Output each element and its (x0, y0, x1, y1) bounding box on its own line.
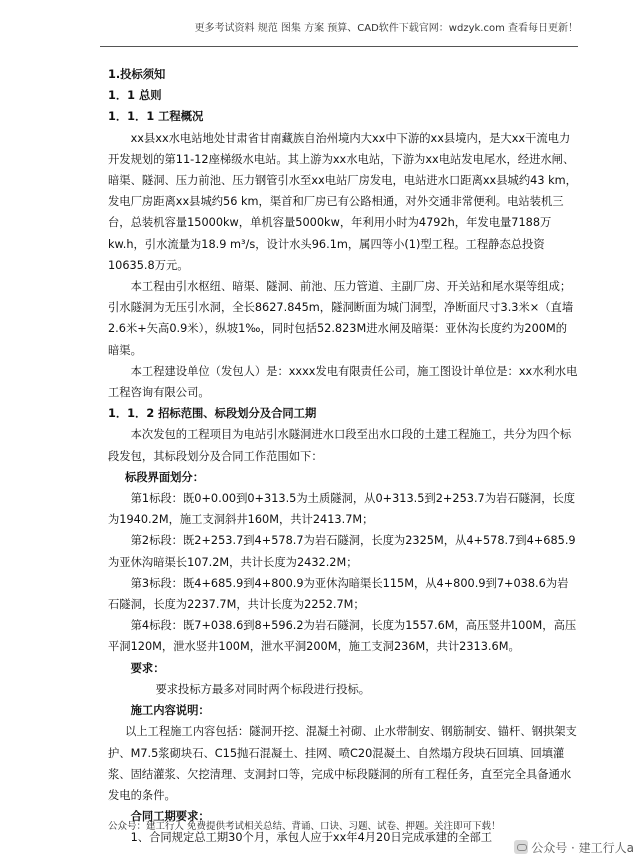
lot-1: 第1标段：既0+0.00到0+313.5为土质隧洞，从0+313.5到2+253.7为岩石隧洞，长度为1940.2M，施工支洞斜井160M，共计2413.7M； (108, 492, 576, 527)
section-heading-1-1-1: 1．1．1 工程概况 (108, 110, 204, 124)
wechat-icon (514, 840, 528, 854)
watermark (514, 839, 634, 856)
requirement-title: 要求： (130, 661, 165, 675)
period-item-1: 1、合同规定总工期30个月，承包人应于xx年4月20日完成承建的全部工 (130, 831, 493, 845)
paragraph-project-overview: xx县xx水电站地处甘肃省甘南藏族自治州境内大xx中下游的xx县境内，是大xx干流电力开发规划的第11-12座梯级水电站。其上游为xx水电站，下游为xx电站发电尾水，经进水闸、暗渠、隧洞、压力前池、压力钢管引水至xx电站厂房发电，电站进水口距离xx县城约43 km，发电厂房距离xx县城约56 km，渠首和厂房已有公路相通，对外交通非常便利。电站装机三台，总装机容量15000kw，单机容量5000kw，年利用小时为4792h，年发电量7188万kw.h，引水流量为18.9 m³/s，设计水头96.1m，属四等小(1)型工程。工程静态总投资10635.8万元。 (108, 131, 577, 272)
paragraph-scope: 本次发包的工程项目为电站引水隧洞进水口段至出水口段的土建工程施工，共分为四个标段发包，其标段划分及合同工作范围如下： (108, 428, 572, 463)
lot-3: 第3标段：既4+685.9到4+800.9为亚休沟暗渠长115M，从4+800.9到7+038.6为岩石隧洞，长度为2237.7M，共计长度为2252.7M； (108, 576, 569, 612)
lot-2: 第2标段：既2+253.7到4+578.7为岩石隧洞，长度为2325M，从4+578.7到4+685.9为亚休沟暗渠长107.2M，共计长度为2432.2M； (108, 534, 576, 569)
lot-4: 第4标段：既7+038.6到8+596.2为岩石隧洞，长度为1557.6M，高压竖井100M，高压平洞120M，泄水竖井100M，泄水平洞200M，施工支洞236M，共计2313.6M。 (108, 619, 577, 654)
content-text: 以上工程施工内容包括：隧洞开挖、混凝土衬砌、止水带制安、钢筋制安、锚杆、钢拱架支护、M7.5浆砌块石、C15抛石混凝土、挂网、喷C20混凝土、自然塌方段块石回填、回填灌浆、固结灌浆、欠挖清理、支洞封口等，完成中标段隧洞的所有工程任务，直至完全具备通水发电的条件。 (108, 725, 577, 802)
section-heading-1: 1.投标须知 (108, 68, 166, 81)
document-body (108, 64, 578, 849)
watermark-text: 公众号 · 建工行人a (531, 841, 634, 855)
period-title: 合同工期要求： (130, 810, 210, 824)
requirement-text: 要求投标方最多对同时两个标段进行投标。 (155, 682, 371, 696)
section-heading-1-1-2: 1．1．2 招标范围、标段划分及合同工期 (108, 407, 317, 421)
paragraph-project-composition: 本工程由引水枢纽、暗渠、隧洞、前池、压力管道、主副厂房、开关站和尾水渠等组成；引水隧洞为无压引水洞，全长8627.845m，隧洞断面为城门洞型，净断面尺寸3.3米×（直墙2.6米+矢高0.9米），纵坡1‰，同时包括52.823M进水闸及暗渠：亚休沟长度约为200M的暗渠。 (108, 280, 574, 357)
boundary-title: 标段界面划分： (124, 470, 205, 484)
header-divider (100, 46, 578, 47)
content-title: 施工内容说明： (130, 704, 210, 718)
section-heading-1-1: 1．1 总则 (108, 89, 162, 103)
paragraph-owner: 本工程建设单位（发包人）是：xxxx发电有限责任公司，施工图设计单位是：xx水利水电工程咨询有限公司。 (108, 364, 578, 400)
footer-note: 公众号：建工行人 免费提供考试相关总结、背诵、口诀、习题、试卷、押题。关注即可下载！ (108, 821, 501, 832)
header-banner: 更多考试资料 规范 图集 方案 预算、CAD软件下载官网：wdzyk.com 查看每日更新！ (194, 23, 578, 34)
